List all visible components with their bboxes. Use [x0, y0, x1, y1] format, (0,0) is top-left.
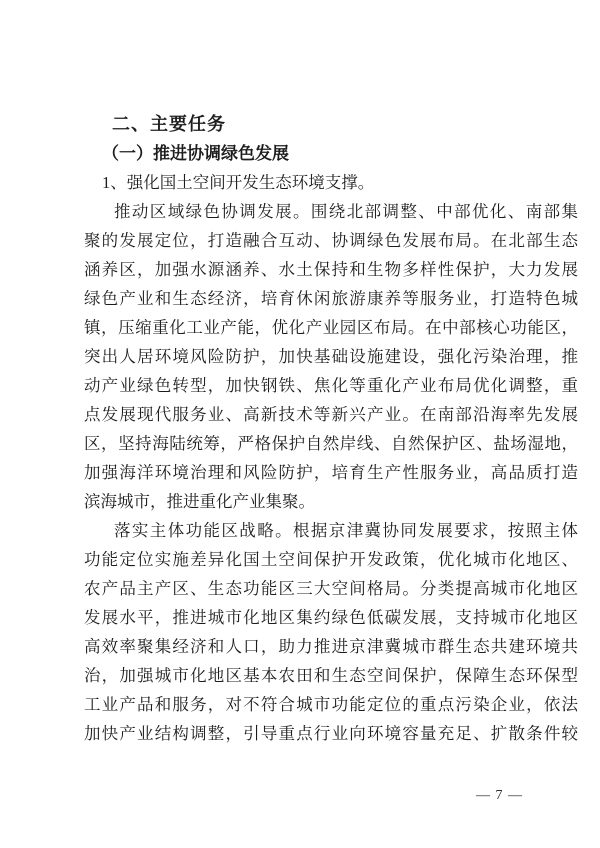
text-line: 治，加强城市化地区基本农田和生态空间保护，保障生态环保型 — [84, 666, 578, 685]
paragraph-1 — [84, 197, 578, 516]
item-heading: 1、强化国土空间开发生态环境支撑。 — [102, 173, 375, 192]
text-line: 滨海城市，推进重化产业集聚。 — [84, 492, 315, 511]
text-line: 推动区域绿色协调发展。围绕北部调整、中部优化、南部集 — [114, 202, 578, 221]
page-number: — 7 — — [476, 788, 523, 803]
text-line: 加强海洋环境治理和风险防护，培育生产性服务业，高品质打造 — [84, 463, 578, 482]
text-line: 功能定位实施差异化国土空间保护开发政策，优化城市化地区、 — [84, 550, 578, 569]
text-line: 工业产品和服务，对不符合城市功能定位的重点污染企业，依法 — [84, 695, 578, 714]
text-line: 高效率聚集经济和人口，助力推进京津冀城市群生态共建环境共 — [84, 637, 578, 656]
text-line: 区，坚持海陆统筹，严格保护自然岸线、自然保护区、盐场湿地， — [84, 434, 578, 453]
text-line: 发展水平，推进城市化地区集约绿色低碳发展，支持城市化地区 — [84, 608, 578, 627]
paragraph-2 — [84, 516, 578, 748]
section-heading: 二、主要任务 — [112, 114, 226, 134]
text-line: 落实主体功能区战略。根据京津冀协同发展要求，按照主体 — [114, 521, 578, 540]
text-line: 涵养区，加强水源涵养、水土保持和生物多样性保护，大力发展 — [84, 260, 578, 279]
text-line: 绿色产业和生态经济，培育休闲旅游康养等服务业，打造特色城 — [84, 289, 578, 308]
text-line: 农产品主产区、生态功能区三大空间格局。分类提高城市化地区 — [84, 579, 578, 598]
subsection-heading: （一）推进协调绿色发展 — [102, 144, 289, 163]
document-content — [84, 110, 578, 748]
text-line: 聚的发展定位，打造融合互动、协调绿色发展布局。在北部生态 — [84, 231, 578, 250]
text-line: 加快产业结构调整，引导重点行业向环境容量充足、扩散条件较 — [84, 724, 578, 743]
text-line: 动产业绿色转型，加快钢铁、焦化等重化产业布局优化调整，重 — [84, 376, 578, 395]
text-line: 点发展现代服务业、高新技术等新兴产业。在南部沿海率先发展 — [84, 405, 578, 424]
text-line: 突出人居环境风险防护，加快基础设施建设，强化污染治理，推 — [84, 347, 578, 366]
text-line: 镇，压缩重化工业产能，优化产业园区布局。在中部核心功能区， — [84, 318, 578, 337]
